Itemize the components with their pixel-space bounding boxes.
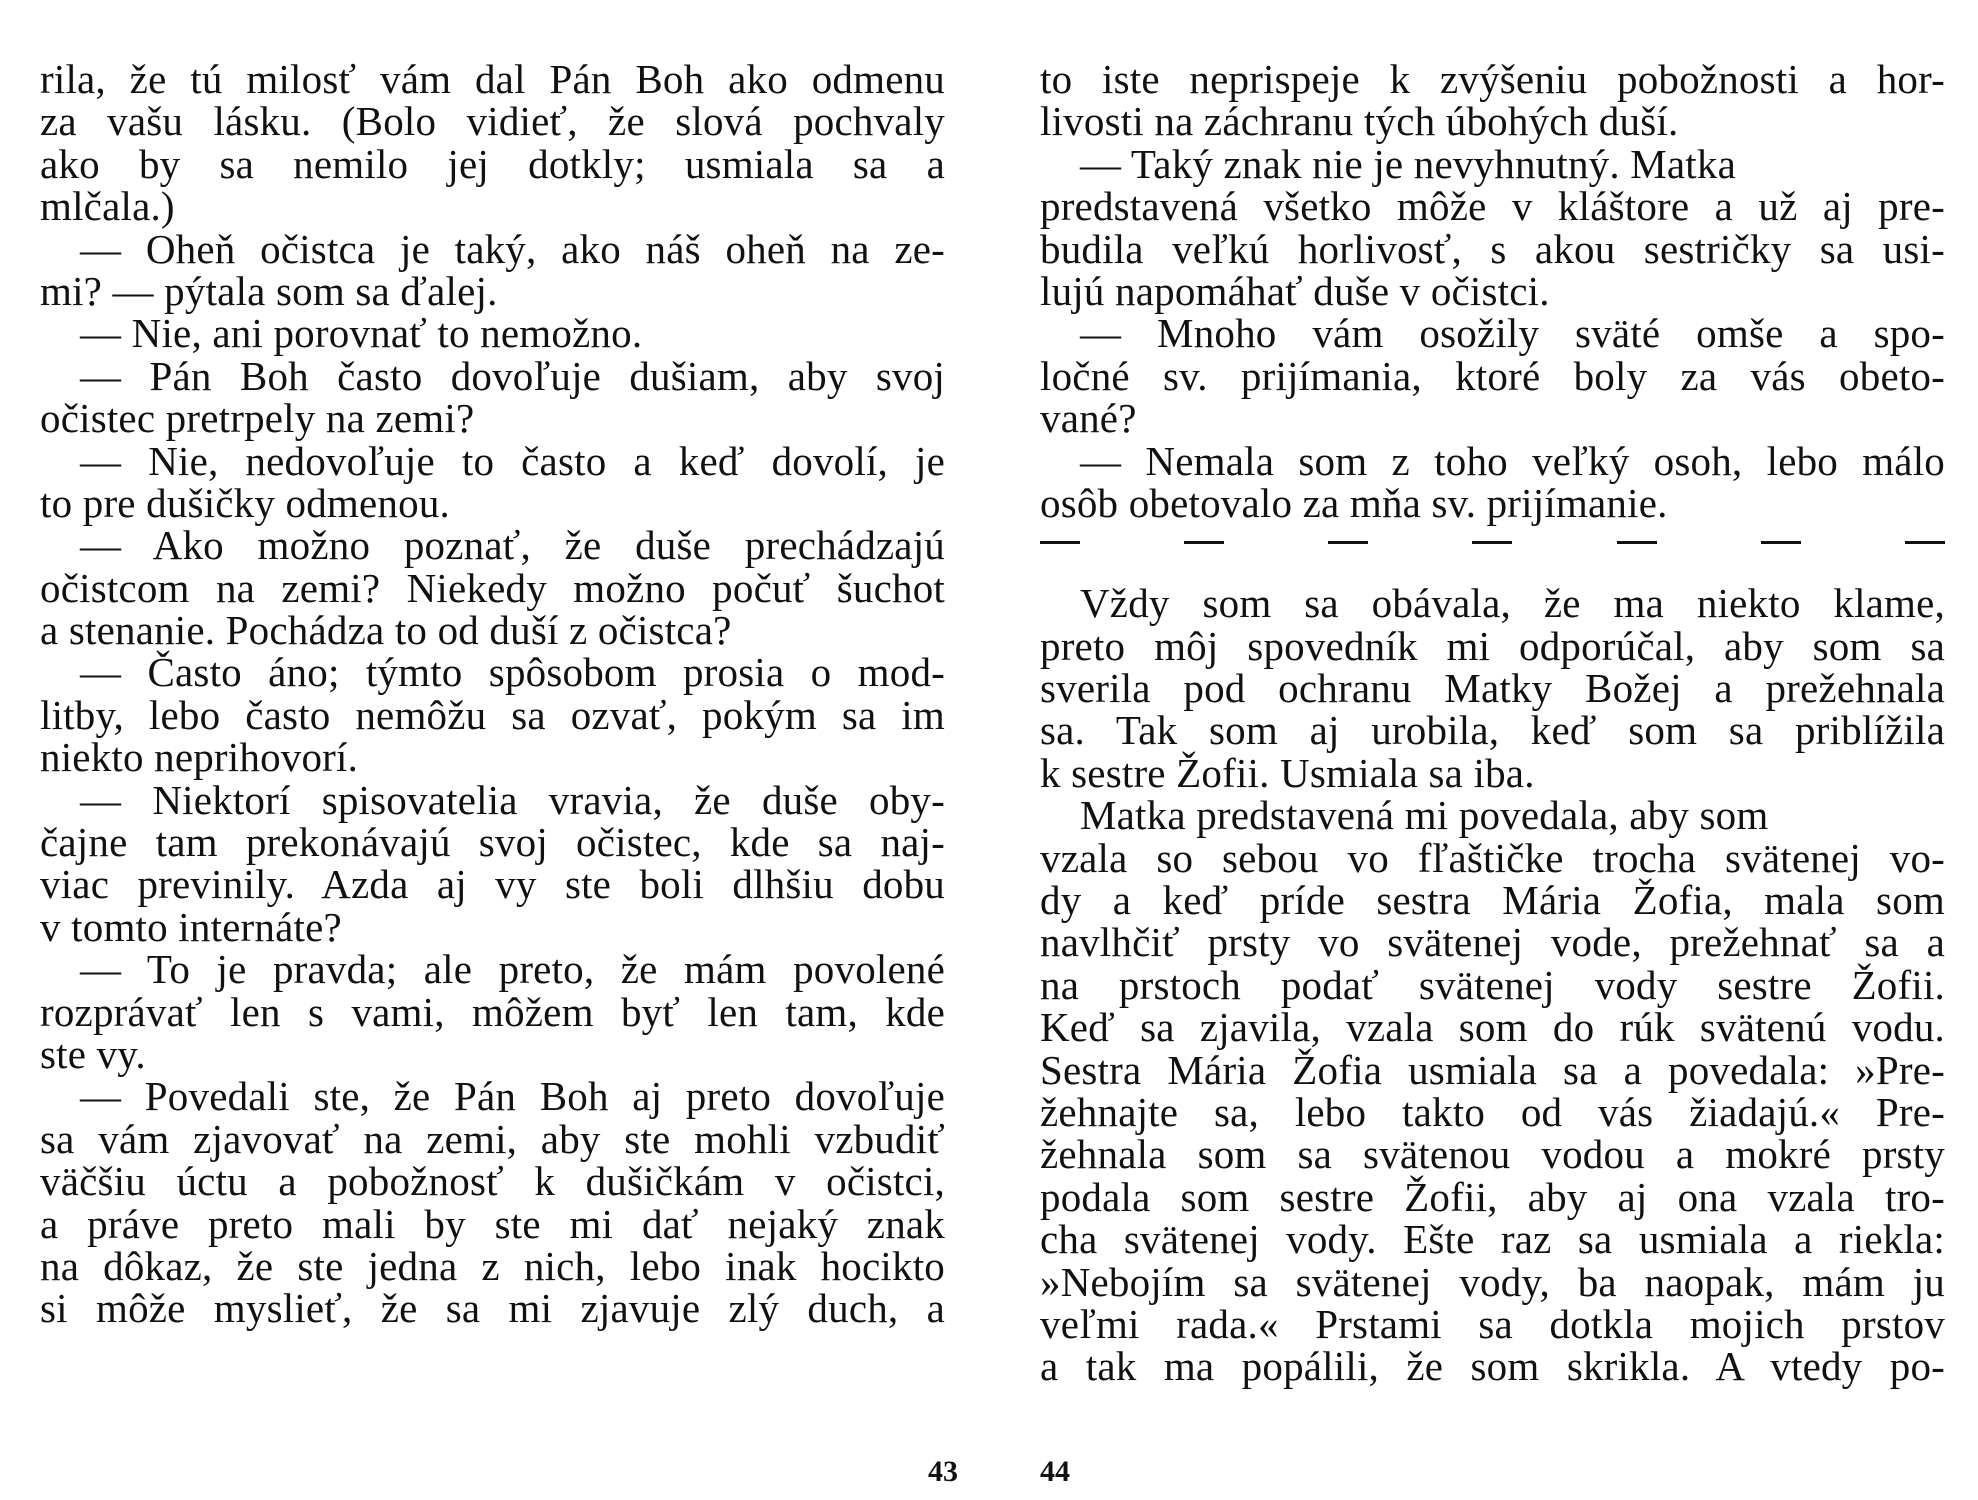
right-page-narrative <box>1040 580 1945 1390</box>
text-line: cha svätenej vody. Ešte raz sa usmiala a riekla: <box>1040 1216 1945 1263</box>
text-line: dy a keď príde sestra Mária Žofia, mala som <box>1040 877 1945 924</box>
text-line: ločné sv. prijímania, ktoré boly za vás obeto- <box>1040 352 1945 399</box>
right-page-dialogue <box>1040 58 1945 524</box>
text-line: — Povedali ste, že Pán Boh aj preto dovoľuje <box>80 1073 945 1120</box>
text-line: sverila pod ochranu Matky Božej a prežehnala <box>1040 665 1945 712</box>
text-line: vzala so sebou vo fľaštičke trocha svätenej vo- <box>1040 834 1945 881</box>
text-line: vané? <box>1040 395 1137 442</box>
text-line: — Nemala som z toho veľký osoh, lebo málo <box>1080 437 1945 484</box>
text-line: žehnala som sa svätenou vodou a mokré prsty <box>1040 1131 1945 1178</box>
text-line: a stenanie. Pochádza to od duší z očistca? <box>40 607 732 654</box>
text-line: sa. Tak som aj urobila, keď som sa priblížila <box>1040 707 1945 754</box>
text-line: lujú napomáhať duše v očistci. <box>1040 267 1550 314</box>
text-line: Keď sa zjavila, vzala som do rúk svätenú vodu. <box>1040 1004 1945 1051</box>
text-line: ako by sa nemilo jej dotkly; usmiala sa a <box>40 140 945 187</box>
text-line: očistcom na zemi? Niekedy možno počuť šuchot <box>40 564 945 611</box>
text-line: preto môj spovedník mi odporúčal, aby som sa <box>1040 622 1945 669</box>
text-line: na dôkaz, že ste jedna z nich, lebo inak hocikto <box>40 1242 945 1289</box>
right-page-number: 44 <box>1040 1455 1070 1488</box>
text-line: očistec pretrpely na zemi? <box>40 395 475 442</box>
text-line: niekto neprihovorí. <box>40 734 359 781</box>
text-line: — Nie, ani porovnať to nemožno. <box>80 310 643 357</box>
left-page-text <box>40 58 945 1330</box>
text-line: v tomto internáte? <box>40 903 342 950</box>
text-line: to iste neprispeje k zvýšeniu pobožnosti a hor- <box>1040 56 1945 102</box>
text-line: čajne tam prekonávajú svoj očistec, kde sa naj- <box>40 819 945 866</box>
text-line: litby, lebo často nemôžu sa ozvať, pokým sa im <box>40 691 945 738</box>
text-line: veľmi rada.« Prstami sa dotkla mojich prstov <box>1040 1300 1945 1347</box>
text-line: mi? — pýtala som sa ďalej. <box>40 267 498 314</box>
text-line: sa vám zjavovať na zemi, aby ste mohli vzbudiť <box>40 1115 945 1162</box>
text-line: — To je pravda; ale preto, že mám povolené <box>80 946 945 993</box>
text-line: väčšiu úctu a pobožnosť k dušičkám v očistci, <box>40 1158 945 1205</box>
text-line: livosti na záchranu tých úbohých duší. <box>1040 98 1679 145</box>
text-line: na prstoch podať svätenej vody sestre Žofii. <box>1040 961 1945 1008</box>
text-line: k sestre Žofii. Usmiala sa iba. <box>1040 749 1535 796</box>
text-line: rozprávať len s vami, môžem byť len tam, kde <box>40 988 945 1035</box>
right-page-text <box>1040 58 1945 1388</box>
text-line: predstavená všetko môže v kláštore a už aj pre- <box>1040 183 1945 230</box>
text-line: Sestra Mária Žofia usmiala sa a povedala: »Pre- <box>1040 1046 1945 1093</box>
left-page-number: 43 <box>928 1455 958 1488</box>
text-line: — Pán Boh často dovoľuje dušiam, aby svoj <box>80 352 945 399</box>
text-line: podala som sestre Žofii, aby aj ona vzala tro- <box>1040 1173 1945 1220</box>
text-line: Vždy som sa obávala, že ma niekto klame, <box>1080 580 1945 627</box>
text-line: — Mnoho vám osožily sväté omše a spo- <box>1080 310 1945 357</box>
text-line: mlčala.) <box>40 183 175 230</box>
text-line: — Ako možno poznať, že duše prechádzajú <box>80 522 945 569</box>
text-line: budila veľkú horlivosť, s akou sestričky sa usi- <box>1040 225 1945 272</box>
text-line: — Často áno; týmto spôsobom prosia o mod- <box>80 649 945 696</box>
text-line: osôb obetovalo za mňa sv. prijímanie. <box>1040 479 1668 526</box>
text-line: za vašu lásku. (Bolo vidieť, že slová pochvaly <box>40 98 945 145</box>
text-line: ste vy. <box>40 1030 146 1077</box>
text-line: a tak ma popálili, že som skrikla. A vtedy po- <box>1040 1343 1945 1390</box>
text-line: — Niektorí spisovatelia vravia, že duše oby- <box>80 776 945 823</box>
text-line: žehnajte sa, lebo takto od vás žiadajú.« Pre- <box>1040 1088 1945 1135</box>
text-line: viac previnily. Azda aj vy ste boli dlhšiu dobu <box>40 861 945 908</box>
text-line: si môže myslieť, že sa mi zjavuje zlý duch, a <box>40 1285 945 1332</box>
section-separator <box>1040 524 1945 560</box>
text-line: — Oheň očistca je taký, ako náš oheň na ze- <box>80 225 945 272</box>
text-line: — Nie, nedovoľuje to často a keď dovolí, je <box>80 437 945 484</box>
text-line: to pre dušičky odmenou. <box>40 479 450 526</box>
text-line: Matka predstavená mi povedala, aby som <box>1080 792 1769 839</box>
text-line: »Nebojím sa svätenej vody, ba naopak, mám ju <box>1040 1258 1945 1305</box>
text-line: a práve preto mali by ste mi dať nejaký znak <box>40 1200 945 1247</box>
text-line: — Taký znak nie je nevyhnutný. Matka <box>1080 140 1736 187</box>
text-line: rila, že tú milosť vám dal Pán Boh ako odmenu <box>40 56 945 102</box>
text-line: navlhčiť prsty vo svätenej vode, prežehnať sa a <box>1040 919 1945 966</box>
